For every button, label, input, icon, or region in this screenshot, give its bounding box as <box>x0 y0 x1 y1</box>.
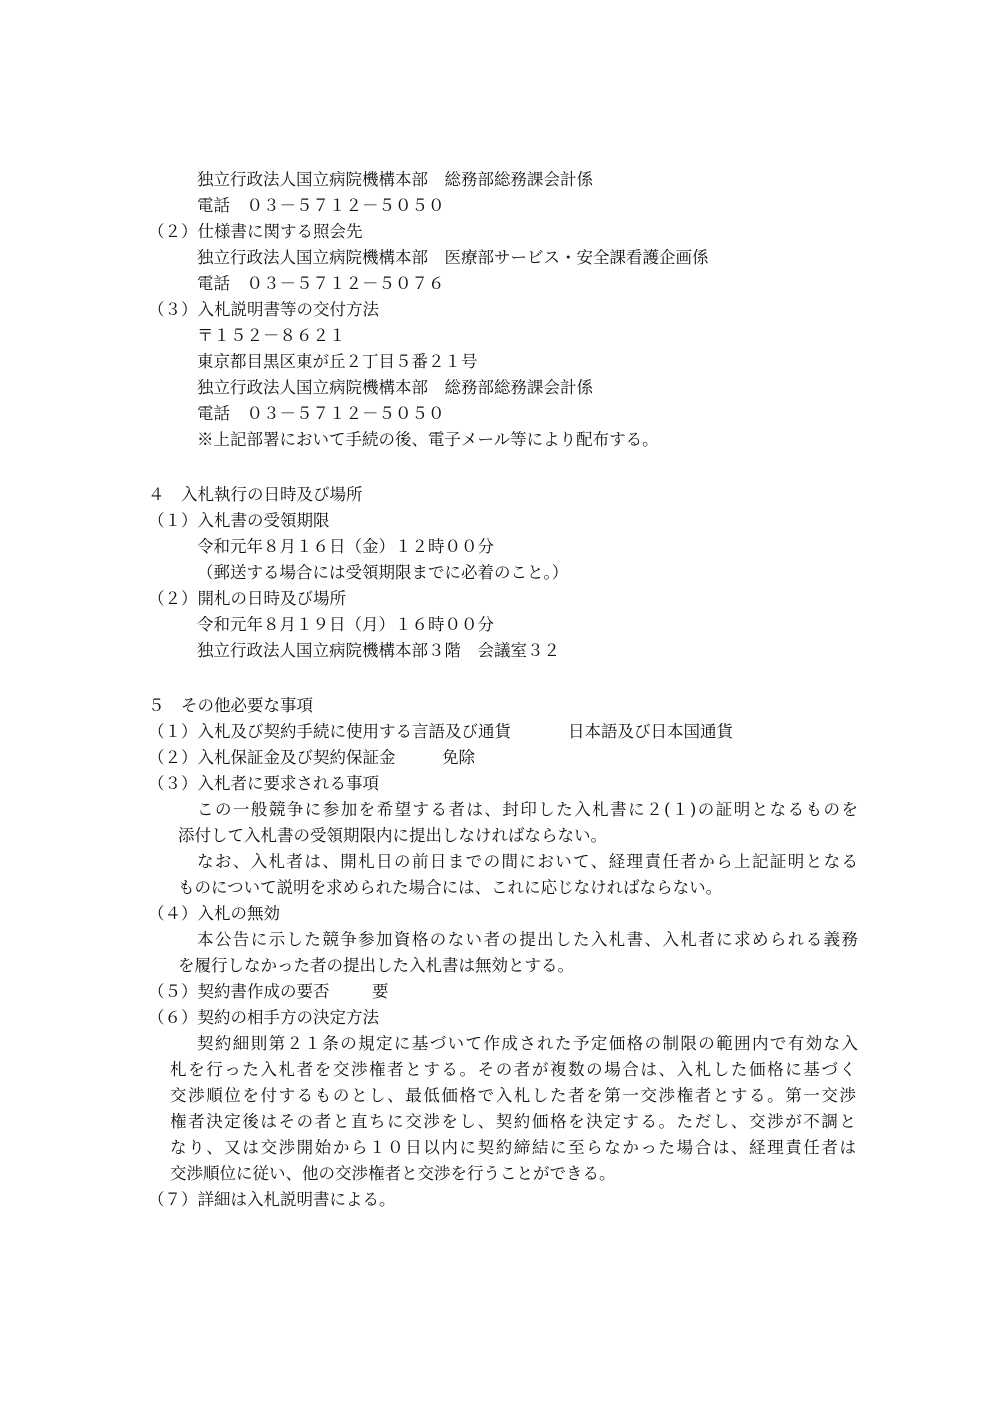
paragraph-line: 交渉順位を付するものとし、最低価格で入札した者を第一交渉権者とする。第一交渉 <box>170 1086 857 1105</box>
item-label: （２）開札の日時及び場所 <box>148 589 346 608</box>
item-label: （５）契約書作成の要否 <box>148 982 330 1001</box>
paragraph-line: 札を行った入札者を交渉権者とする。その者が複数の場合は、入札した価格に基づく <box>170 1060 857 1079</box>
item-label: （２）仕様書に関する照会先 <box>148 222 363 241</box>
bid-deadline-note: （郵送する場合には受領期限までに必着のこと。） <box>197 563 569 582</box>
postal-code: 〒１５２－８６２１ <box>197 326 346 345</box>
item-label: （７）詳細は入札説明書による。 <box>148 1190 396 1209</box>
paragraph-line: なお、入札者は、開札日の前日までの間において、経理責任者から上記証明となる <box>197 852 858 871</box>
item-label: （１）入札及び契約手続に使用する言語及び通貨 <box>148 722 511 741</box>
paragraph-line: なり、又は交渉開始から１０日以内に契約締結に至らなかった場合は、経理責任者は <box>170 1138 857 1157</box>
distribution-note: ※上記部署において手続の後、電子メール等により配布する。 <box>197 430 659 449</box>
item-label: （３）入札者に要求される事項 <box>148 774 379 793</box>
distribution-department: 独立行政法人国立病院機構本部 総務部総務課会計係 <box>197 378 593 397</box>
paragraph-line: 契約細則第２１条の規定に基づいて作成された予定価格の制限の範囲内で有効な入 <box>197 1034 858 1053</box>
item-label: （２）入札保証金及び契約保証金 <box>148 748 396 767</box>
paragraph-line: 本公告に示した競争参加資格のない者の提出した入札書、入札者に求められる義務 <box>197 930 858 949</box>
item-value: 日本語及び日本国通貨 <box>568 722 733 741</box>
distribution-phone: 電話 ０３－５７１２－５０５０ <box>197 404 445 423</box>
paragraph-line: 交渉順位に従い、他の交渉権者と交渉を行うことができる。 <box>170 1164 616 1183</box>
paragraph-line: 添付して入札書の受領期限内に提出しなければならない。 <box>178 826 607 845</box>
medical-phone: 電話 ０３－５７１２－５０７６ <box>197 274 445 293</box>
accounting-department: 独立行政法人国立病院機構本部 総務部総務課会計係 <box>197 170 593 189</box>
item-label: （４）入札の無効 <box>148 904 280 923</box>
item-label: （３）入札説明書等の交付方法 <box>148 300 379 319</box>
accounting-phone: 電話 ０３－５７１２－５０５０ <box>197 196 445 215</box>
paragraph-line: ものについて説明を求められた場合には、これに応じなければならない。 <box>178 878 723 897</box>
item-label: （６）契約の相手方の決定方法 <box>148 1008 379 1027</box>
opening-place: 独立行政法人国立病院機構本部３階 会議室３２ <box>197 641 560 660</box>
paragraph-line: を履行しなかった者の提出した入札書は無効とする。 <box>178 956 574 975</box>
item-value: 免除 <box>442 748 475 767</box>
paragraph-line: この一般競争に参加を希望する者は、封印した入札書に２(１)の証明となるものを <box>197 800 858 819</box>
section-heading: ４ 入札執行の日時及び場所 <box>148 485 363 504</box>
bid-deadline: 令和元年８月１６日（金）１２時００分 <box>197 537 494 556</box>
section-heading: ５ その他必要な事項 <box>148 696 313 715</box>
address: 東京都目黒区東が丘２丁目５番２１号 <box>197 352 478 371</box>
paragraph-line: 権者決定後はその者と直ちに交渉をし、契約価格を決定する。ただし、交渉が不調と <box>170 1112 857 1131</box>
opening-datetime: 令和元年８月１９日（月）１６時００分 <box>197 615 494 634</box>
item-value: 要 <box>372 982 389 1001</box>
item-label: （１）入札書の受領期限 <box>148 511 330 530</box>
medical-department: 独立行政法人国立病院機構本部 医療部サービス・安全課看護企画係 <box>197 248 709 267</box>
